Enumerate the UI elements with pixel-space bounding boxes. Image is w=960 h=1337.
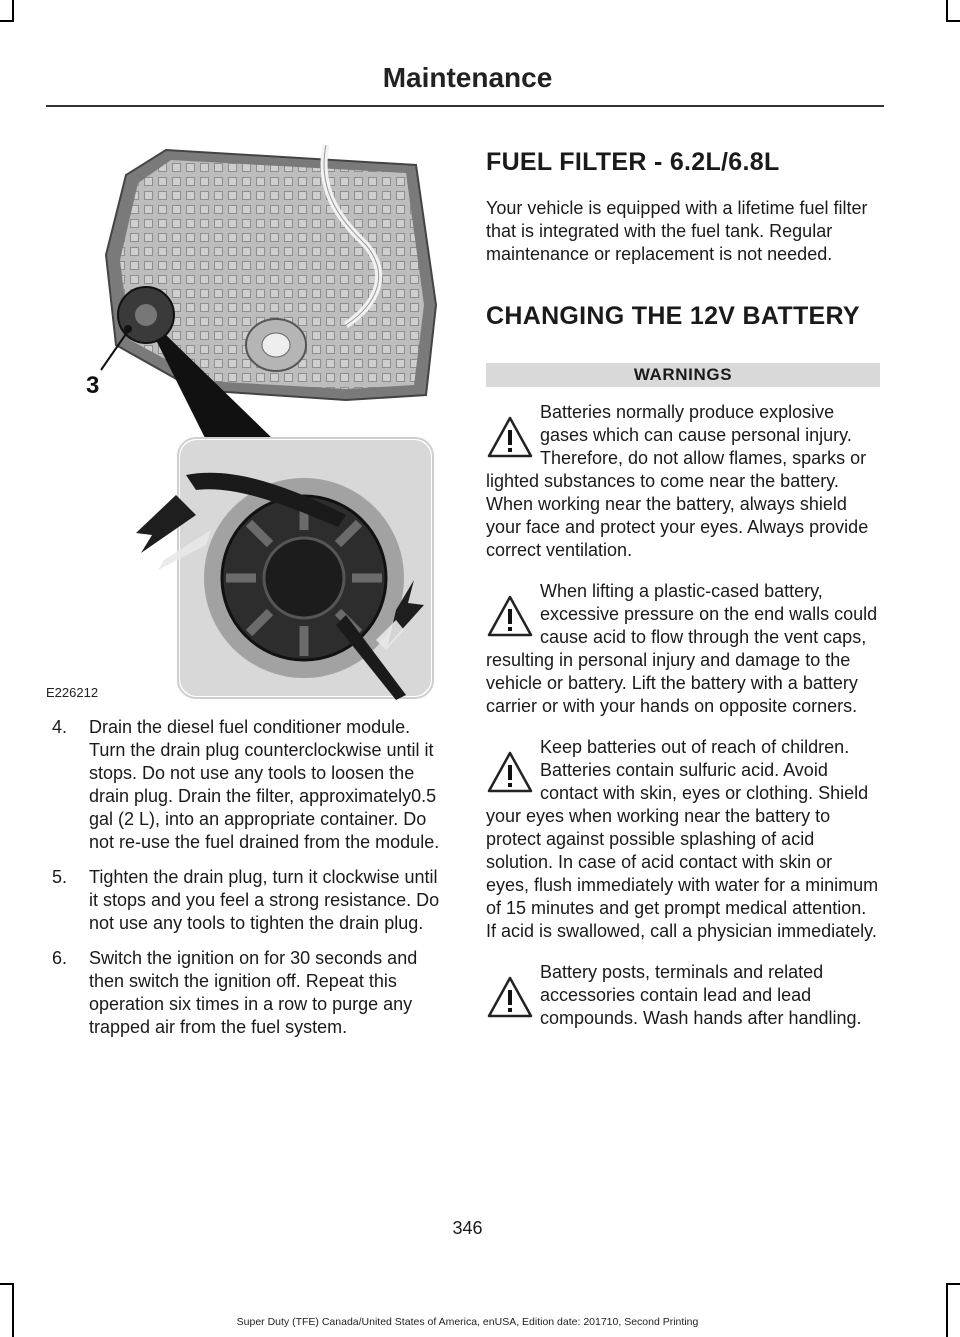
list-item bbox=[46, 716, 446, 854]
crop-mark bbox=[946, 0, 948, 22]
figure-callout-number: 3 bbox=[86, 372, 100, 399]
warning-text: Battery posts, terminals and related accessories contain lead and lead compounds. Wash hands after handling. bbox=[540, 962, 862, 1028]
warning-item bbox=[486, 736, 880, 943]
step-number: 6. bbox=[52, 948, 68, 968]
crop-mark bbox=[12, 0, 14, 22]
footer-text: Super Duty (TFE) Canada/United States of America, enUSA, Edition date: 201710, Second Printing bbox=[236, 1316, 699, 1328]
crop-mark bbox=[946, 1283, 948, 1337]
crop-mark bbox=[12, 1283, 14, 1337]
list-item bbox=[46, 866, 446, 935]
procedure-steps bbox=[46, 716, 446, 1051]
step-number: 5. bbox=[52, 867, 68, 887]
step-text: Tighten the drain plug, turn it clockwise until it stops and you feel a strong resistance. Do not use any tools to tighten the drain plug. bbox=[89, 867, 440, 933]
step-number: 4. bbox=[52, 717, 68, 737]
fuel-filter-text: Your vehicle is equipped with a lifetime fuel filter that is integrated with the fuel tank. Regular maintenance or replacement is not needed. bbox=[486, 198, 868, 264]
warning-triangle-icon bbox=[486, 415, 534, 459]
fuel-conditioner-illustration bbox=[46, 135, 446, 705]
figure-code: E226212 bbox=[46, 685, 99, 700]
fuel-conditioner-figure bbox=[46, 135, 446, 705]
warning-triangle-icon bbox=[486, 975, 534, 1019]
step-text: Switch the ignition on for 30 seconds and then switch the ignition off. Repeat this operation six times in a row to purge any trapped air from the fuel system. bbox=[89, 948, 418, 1037]
warning-item bbox=[486, 961, 880, 1030]
warning-text: Batteries normally produce explosive gases which can cause personal injury. Therefore, do not allow flames, sparks or lighted substances to come near the battery. When working near the battery, always shield your face and protect your eyes. Always provide correct ventilation. bbox=[486, 402, 869, 560]
crop-mark bbox=[946, 20, 960, 22]
crop-mark bbox=[0, 20, 14, 22]
page-number: 346 bbox=[452, 1218, 483, 1238]
warning-triangle-icon bbox=[486, 750, 534, 794]
header-divider bbox=[46, 105, 884, 107]
warnings-banner: WARNINGS bbox=[486, 363, 880, 387]
crop-mark bbox=[946, 1283, 960, 1285]
warning-item bbox=[486, 580, 880, 718]
warning-item bbox=[486, 401, 880, 562]
warning-text: When lifting a plastic-cased battery, excessive pressure on the end walls could cause acid to flow through the vent caps, resulting in personal injury and damage to the vehicle or battery. Lift the battery with a battery carrier or with your hands on opposite corners. bbox=[486, 581, 878, 716]
page-title: Maintenance bbox=[382, 62, 553, 93]
battery-heading: CHANGING THE 12V BATTERY bbox=[486, 302, 860, 330]
warning-text: Keep batteries out of reach of children. Batteries contain sulfuric acid. Avoid contact with skin, eyes or clothing. Shield your eyes when working near the battery to protect against possible splashing of acid solution. In case of acid contact with skin or eyes, flush immediately with water for a minimum of 15 minutes and get prompt medical attention. If acid is swallowed, call a physician immediately. bbox=[486, 737, 879, 941]
right-column bbox=[486, 148, 880, 1030]
warning-triangle-icon bbox=[486, 594, 534, 638]
list-item bbox=[46, 947, 446, 1039]
crop-mark bbox=[0, 1283, 14, 1285]
fuel-filter-heading: FUEL FILTER - 6.2L/6.8L bbox=[486, 148, 780, 176]
step-text: Drain the diesel fuel conditioner module. Turn the drain plug counterclockwise until it stops. Do not use any tools to loosen the drain plug. Drain the filter, approximately0.5 gal (2 L), into an appropriate container. Do not re-use the fuel drained from the module. bbox=[89, 717, 440, 852]
